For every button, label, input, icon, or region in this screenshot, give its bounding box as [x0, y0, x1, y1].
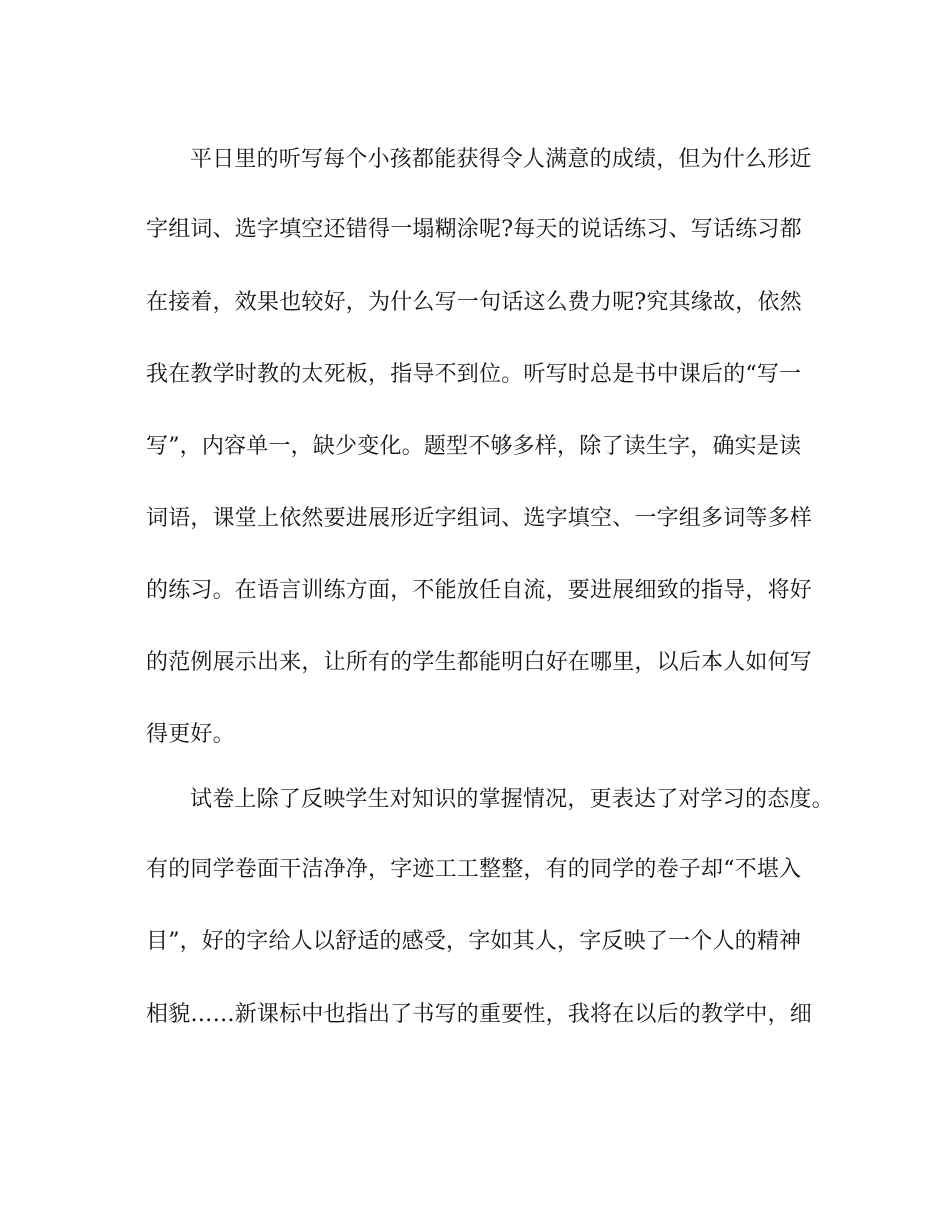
paragraph-1-line-8: 的范例展示出来，让所有的学生都能明白好在哪里，以后本人如何写 [146, 650, 813, 675]
paragraph-2-line-3: 目”，好的字给人以舒适的感受，字如其人，字反映了一个人的精神 [146, 929, 802, 954]
paragraph-2-line-2: 有的同学卷面干洁净净，字迹工工整整，有的同学的卷子却“不堪入 [146, 857, 802, 882]
paragraph-1-line-6: 词语，课堂上依然要进展形近字组词、选字填空、一字组多词等多样 [146, 506, 813, 531]
paragraph-1-line-5: 写”，内容单一，缺少变化。题型不够多样，除了读生字，确实是读 [146, 434, 802, 459]
paragraph-1-line-2: 字组词、选字填空还错得一塌糊涂呢?每天的说话练习、写话练习都 [146, 217, 802, 242]
paragraph-2-line-4: 相貌……新课标中也指出了书写的重要性，我将在以后的教学中，细 [146, 1002, 813, 1027]
paragraph-2-line-1: 试卷上除了反映学生对知识的掌握情况，更表达了对学习的态度。 [190, 787, 834, 812]
paragraph-1-line-1: 平日里的听写每个小孩都能获得令人满意的成绩，但为什么形近 [190, 147, 812, 172]
paragraph-1-line-9: 得更好。 [146, 722, 235, 747]
paragraph-1-line-7: 的练习。在语言训练方面，不能放任自流，要进展细致的指导，将好 [146, 578, 813, 603]
paragraph-1-line-4: 我在教学时教的太死板，指导不到位。听写时总是书中课后的“写一 [146, 362, 802, 387]
paragraph-1-line-3: 在接着，效果也较好，为什么写一句话这么费力呢?究其缘故，依然 [146, 290, 802, 315]
